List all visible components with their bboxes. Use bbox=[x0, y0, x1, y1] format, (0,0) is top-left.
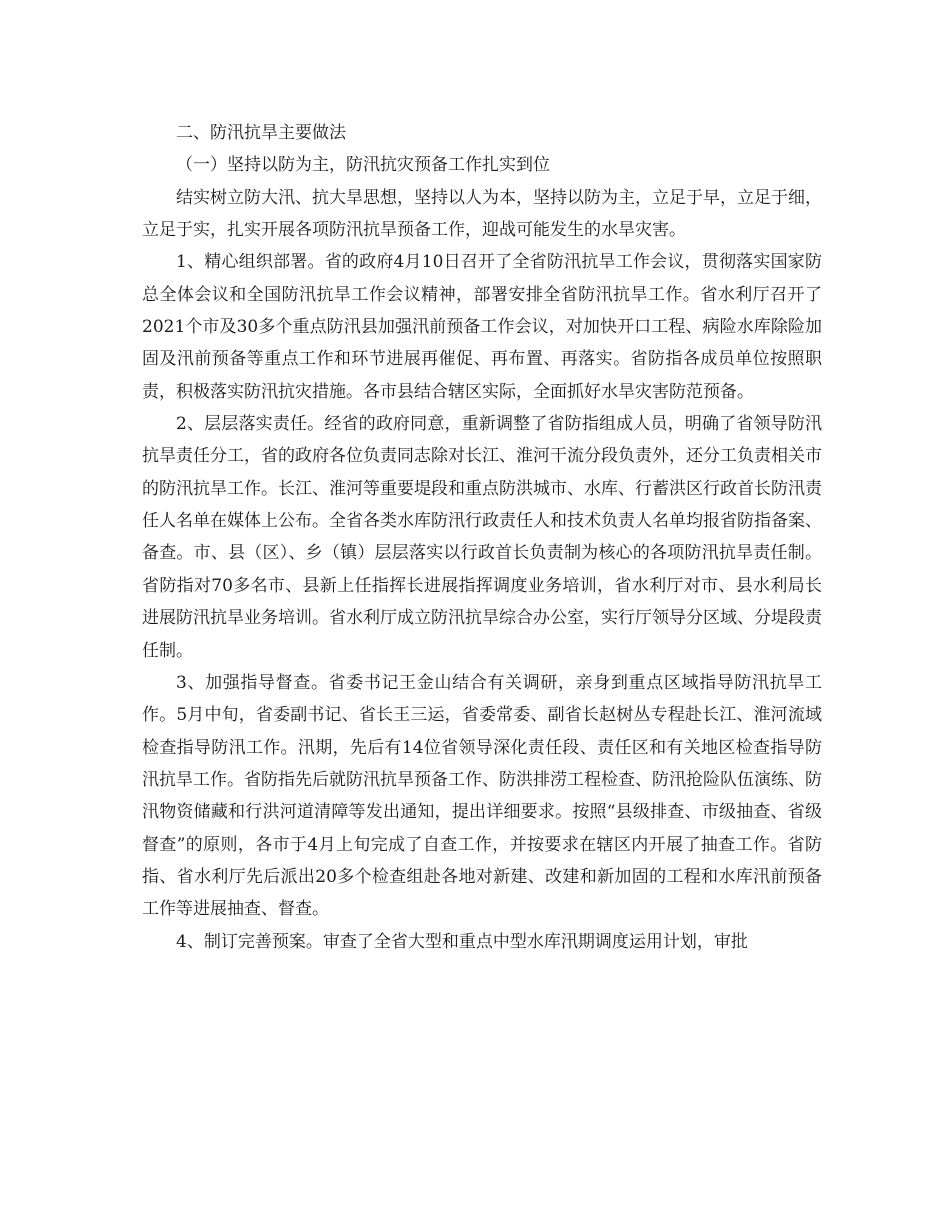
subsection-heading: （一）坚持以防为主，防汛抗灾预备工作扎实到位 bbox=[176, 155, 550, 176]
paragraph-4: 4、制订完善预案。审查了全省大型和重点中型水库汛期调度运用计划，审批 bbox=[176, 931, 748, 952]
paragraph-2: 2、层层落实责任。经省的政府同意，重新调整了省防指组成人员，明确了省领导防汛抗旱责任分工，省的政府各位负责同志除对长江、淮河干流分段负责外，还分工负责相关市的防汛抗旱工作。长江、淮河等重要堤段和重点防洪城市、水库、行蓄洪区行政首长防汛责任人名单在媒体上公布。全省各类水库防汛行政责任人和技术负责人名单均报省防指备案、备查。市、县（区）、乡（镇）层层落实以行政首长负责制为核心的各项防汛抗旱责任制。省防指对70多名市、县新上任指挥长进展指挥调度业务培训，省水利厅对市、县水利局长进展防汛抗旱业务培训。省水利厅成立防汛抗旱综合办公室，实行厅领导分区域、分堤段责任制。 bbox=[142, 414, 822, 661]
paragraph-3: 3、加强指导督查。省委书记王金山结合有关调研，亲身到重点区域指导防汛抗旱工作。5月中旬，省委副书记、省长王三运，省委常委、副省长赵树丛专程赴长江、淮河流域检查指导防汛工作。汛期，先后有14位省领导深化责任段、责任区和有关地区检查指导防汛抗旱工作。省防指先后就防汛抗旱预备工作、防洪排涝工程检查、防汛抢险队伍演练、防汛物资储藏和行洪河道清障等发出通知，提出详细要求。按照“县级排查、市级抽查、省级督查”的原则，各市于4月上旬完成了自查工作，并按要求在辖区内开展了抽查工作。省防指、省水利厅先后派出20多个检查组赴各地对新建、改建和新加固的工程和水库汛前预备工作等进展抽查、督查。 bbox=[142, 672, 822, 920]
paragraph-intro: 结实树立防大汛、抗大旱思想，坚持以人为本，坚持以防为主，立足于早，立足于细，立足于实，扎实开展各项防汛抗旱预备工作，迎战可能发生的水旱灾害。 bbox=[142, 187, 822, 241]
paragraph-1: 1、精心组织部署。省的政府4月10日召开了全省防汛抗旱工作会议，贯彻落实国家防总全体会议和全国防汛抗旱工作会议精神，部署安排全省防汛抗旱工作。省水利厅召开了2021个市及30多个重点防汛县加强汛前预备工作会议，对加快开口工程、病险水库除险加固及汛前预备等重点工作和环节进展再催促、再布置、再落实。省防指各成员单位按照职责，积极落实防汛抗灾措施。各市县结合辖区实际，全面抓好水旱灾害防范预备。 bbox=[142, 252, 822, 402]
document-body bbox=[142, 117, 822, 958]
section-heading: 二、防汛抗旱主要做法 bbox=[176, 123, 346, 143]
